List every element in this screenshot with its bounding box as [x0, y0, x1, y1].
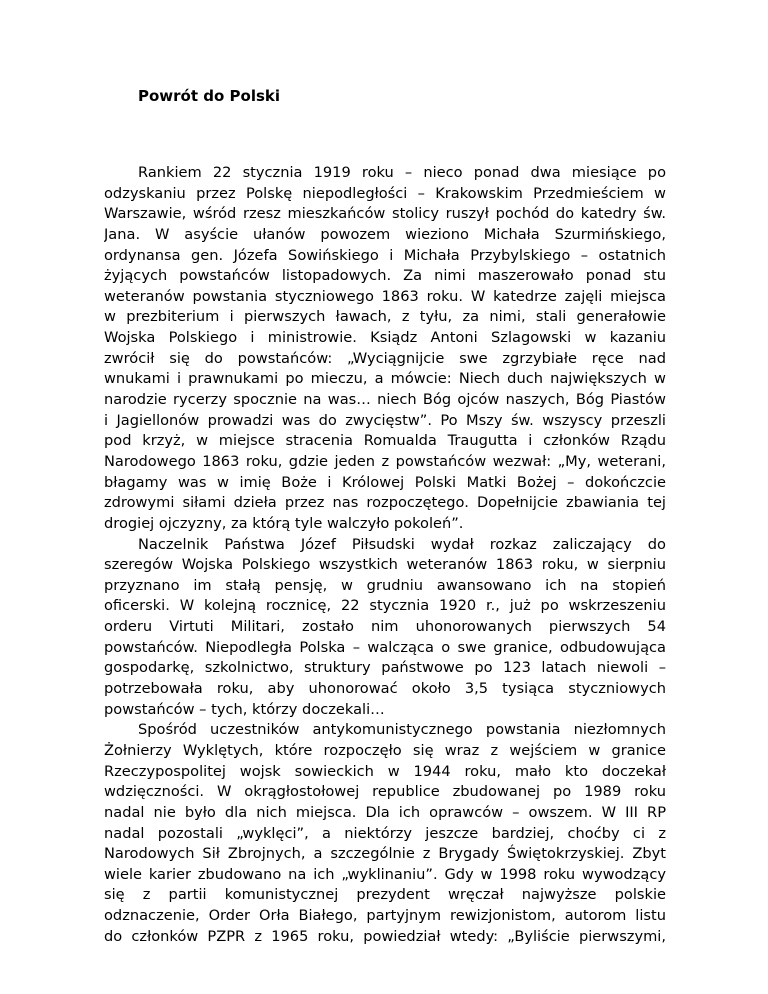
- paragraph-1: [104, 163, 666, 535]
- text-line: powstańców. Niepodległa Polska – walcząca o swe granice, odbudowująca: [104, 638, 666, 656]
- text-line: wdzięczności. W okrągłostołowej republice zbudowanej po 1989 roku: [104, 783, 666, 801]
- text-line: weteranów powstania styczniowego 1863 roku. W katedrze zajęli miejsca: [104, 287, 666, 305]
- text-line: nadal pozostali „wyklęci”, a niektórzy jeszcze bardziej, choćby ci z: [104, 824, 666, 842]
- text-line: ordynansa gen. Józefa Sowińskiego i Michała Przybylskiego – ostatnich: [104, 246, 666, 264]
- text-line: potrzebowała roku, aby uhonorować około 3,5 tysiąca styczniowych: [104, 680, 666, 698]
- text-line: zwrócił się do powstańców: „Wyciągnijcie swe zgrzybiałe ręce nad: [104, 349, 666, 367]
- text-line: pod krzyż, w miejsce stracenia Romualda Traugutta i członków Rządu: [104, 432, 666, 450]
- text-line: Wojska Polskiego i ministrowie. Ksiądz Antoni Szlagowski w kazaniu: [104, 329, 666, 347]
- text-line: wnukami i prawnukami po mieczu, a mówcie: Niech duch największych w: [104, 370, 666, 388]
- text-line: Narodowego 1863 roku, gdzie jeden z powstańców wezwał: „My, weterani,: [104, 452, 666, 470]
- text-line: Narodowych Sił Zbrojnych, a szczególnie z Brygady Świętokrzyskiej. Zbyt: [104, 845, 666, 863]
- text-line: zdrowymi siłami dzieła przez nas rozpoczętego. Dopełnijcie zbawiania tej: [104, 494, 666, 512]
- text-line: się z partii komunistycznej prezydent wręczał najwyższe polskie: [104, 886, 666, 904]
- text-line: narodzie rycerzy spocznie na was… niech Bóg ojców naszych, Bóg Piastów: [104, 391, 666, 409]
- text-line: Jana. W asyście ułanów powozem wieziono Michała Szurmińskiego,: [104, 225, 666, 243]
- text-line: oficerski. W kolejną rocznicę, 22 stycznia 1920 r., już po wskrzeszeniu: [104, 597, 666, 615]
- text-line: Rzeczypospolitej wojsk sowieckich w 1944 roku, mało kto doczekał: [104, 762, 666, 780]
- text-line: powstańców – tych, którzy doczekali…: [104, 700, 385, 718]
- paragraph-2: [104, 535, 666, 721]
- text-line: w prezbiterium i pierwszych ławach, z tyłu, za nimi, stali generałowie: [104, 308, 666, 326]
- text-line: nadal nie było dla nich miejsca. Dla ich oprawców – owszem. W III RP: [104, 803, 666, 821]
- text-line: orderu Virtuti Militari, zostało nim uhonorowanych pierwszych 54: [104, 618, 666, 636]
- text-line: do członków PZPR z 1965 roku, powiedział wtedy: „Byliście pierwszymi,: [104, 927, 666, 945]
- text-line: Rankiem 22 stycznia 1919 roku – nieco ponad dwa miesiące po: [138, 164, 666, 181]
- text-line: odzyskaniu przez Polskę niepodległości – Krakowskim Przedmieściem w: [104, 184, 666, 202]
- text-line: i Jagiellonów prowadzi was do zwycięstw”. Po Mszy św. wszyscy przeszli: [104, 411, 666, 429]
- text-line: Żołnierzy Wyklętych, które rozpoczęło się wraz z wejściem w granice: [104, 741, 666, 759]
- text-line: Warszawie, wśród rzesz mieszkańców stolicy ruszył pochód do katedry św.: [104, 205, 666, 223]
- paragraph-3: [104, 720, 666, 947]
- text-line: błagamy was w imię Boże i Królowej Polski Matki Bożej – dokończcie: [104, 473, 666, 491]
- document-body: [104, 163, 666, 947]
- text-line: Spośród uczestników antykomunistycznego powstania niezłomnych: [138, 721, 666, 739]
- text-line: gospodarkę, szkolnictwo, struktury państwowe po 123 latach niewoli –: [104, 659, 666, 677]
- text-line: drogiej ojczyzny, za którą tyle walczyło pokoleń”.: [104, 514, 464, 532]
- document-title: Powrót do Polski: [138, 87, 281, 105]
- text-line: przyznano im stałą pensję, w grudniu awansowano ich na stopień: [104, 576, 666, 594]
- text-line: odznaczenie, Order Orła Białego, partyjnym rewizjonistom, autorom listu: [104, 907, 666, 925]
- text-line: żyjących powstańców listopadowych. Za nimi maszerowało ponad stu: [104, 267, 666, 285]
- text-line: szeregów Wojska Polskiego wszystkich weteranów 1863 roku, w sierpniu: [104, 556, 666, 574]
- text-line: Naczelnik Państwa Józef Piłsudski wydał rozkaz zaliczający do: [138, 535, 666, 553]
- text-line: wiele karier zbudowano na ich „wyklinaniu”. Gdy w 1998 roku wywodzący: [104, 865, 666, 883]
